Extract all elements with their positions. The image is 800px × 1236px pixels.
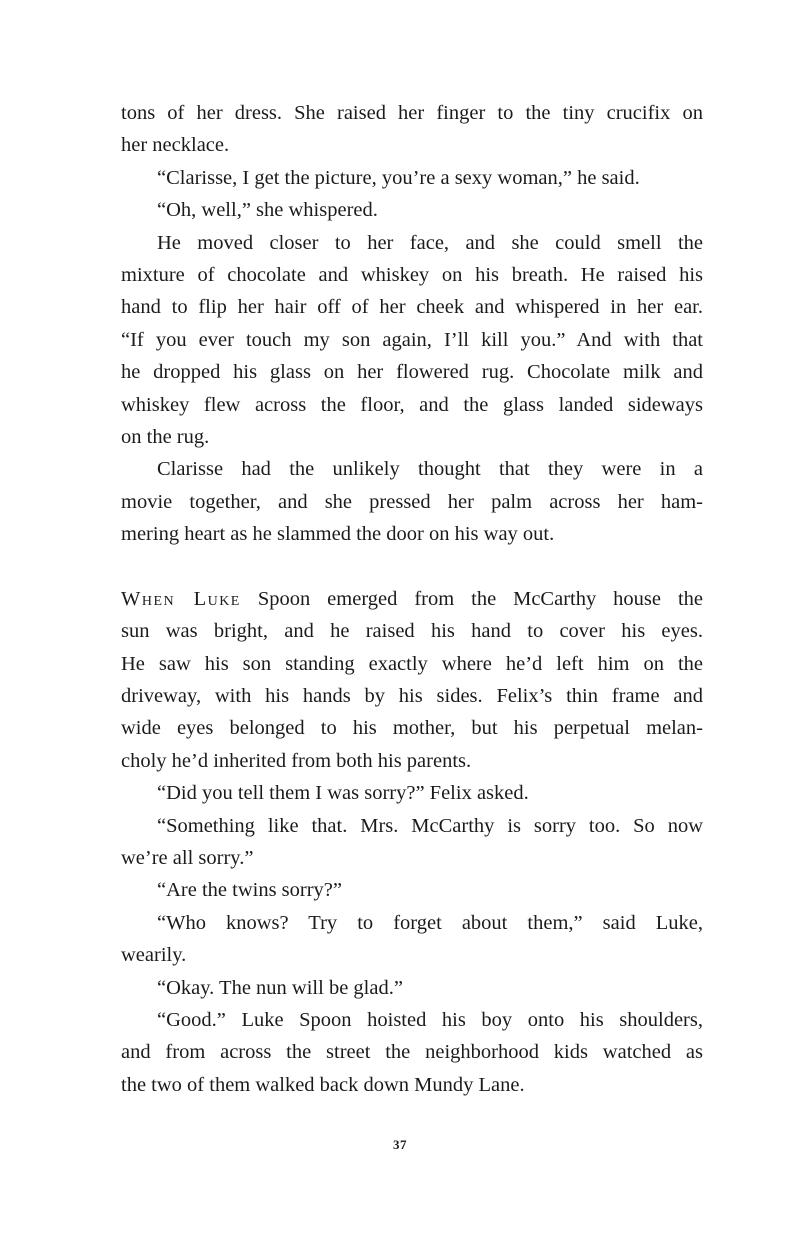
text-line: “Oh, well,” she whispered. xyxy=(157,199,378,222)
text-line: the two of them walked back down Mundy Lane. xyxy=(121,1073,525,1096)
text-line: sun was bright, and he raised his hand to cover his eyes. xyxy=(121,620,703,643)
text-line: “Good.” Luke Spoon hoisted his boy onto his shoulders, xyxy=(157,1008,703,1031)
text-line: “Something like that. Mrs. McCarthy is sorry too. So now xyxy=(157,814,703,837)
text-line: “Did you tell them I was sorry?” Felix asked. xyxy=(157,782,529,805)
text-line: choly he’d inherited from both his parents. xyxy=(121,749,472,772)
text-line: hand to flip her hair off of her cheek and whispered in her ear. xyxy=(121,296,703,319)
page-number: 37 xyxy=(393,1137,407,1152)
text-line: he dropped his glass on her flowered rug. Chocolate milk and xyxy=(121,361,703,384)
section-opening-line xyxy=(121,583,703,615)
text-line: movie together, and she pressed her palm across her ham- xyxy=(121,490,703,513)
text-line: on the rug. xyxy=(121,425,210,448)
section-opening-text: Spoon emerged from the McCarthy house the xyxy=(257,587,703,610)
text-line: “If you ever touch my son again, I’ll kill you.” And with that xyxy=(121,328,703,351)
text-line: and from across the street the neighborhood kids watched as xyxy=(121,1041,703,1064)
text-line: wide eyes belonged to his mother, but his perpetual melan- xyxy=(121,717,703,740)
text-line: mixture of chocolate and whiskey on his breath. He raised his xyxy=(121,263,703,286)
text-line: Clarisse had the unlikely thought that they were in a xyxy=(157,458,703,481)
text-line: “Okay. The nun will be glad.” xyxy=(157,976,403,999)
text-line: her necklace. xyxy=(121,134,230,157)
text-line: driveway, with his hands by his sides. Felix’s thin frame and xyxy=(121,685,703,708)
text-line: we’re all sorry.” xyxy=(121,846,254,869)
page-body xyxy=(121,97,703,1101)
text-line: tons of her dress. She raised her finger to the tiny crucifix on xyxy=(121,102,703,124)
text-line: mering heart as he slammed the door on his way out. xyxy=(121,523,555,546)
section-lead-in: When Luke xyxy=(121,587,241,610)
text-line: “Clarisse, I get the picture, you’re a sexy woman,” he said. xyxy=(157,166,640,189)
text-line: wearily. xyxy=(121,944,187,967)
text-line: “Who knows? Try to forget about them,” said Luke, xyxy=(157,911,703,934)
text-line: whiskey flew across the floor, and the glass landed sideways xyxy=(121,393,703,416)
text-line: He saw his son standing exactly where he’d left him on the xyxy=(121,652,703,675)
text-line: He moved closer to her face, and she could smell the xyxy=(157,231,703,254)
section-break xyxy=(121,550,703,582)
text-line: “Are the twins sorry?” xyxy=(157,879,343,902)
